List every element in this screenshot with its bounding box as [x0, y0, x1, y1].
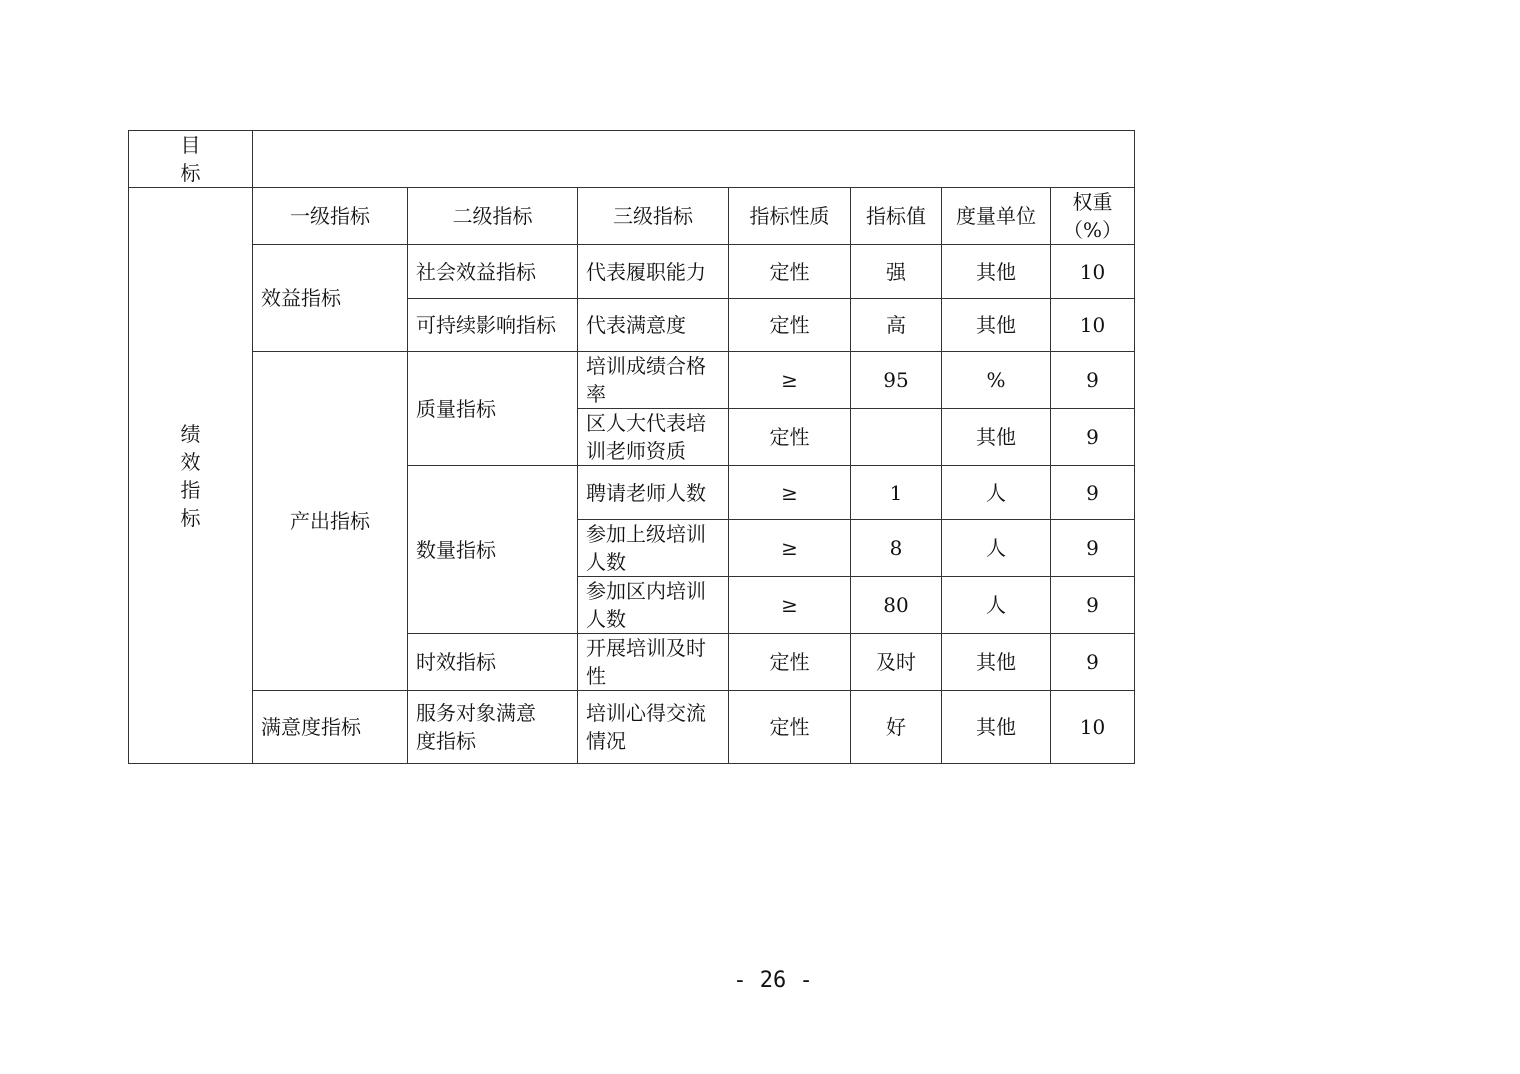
header-weight-line: （%）: [1063, 218, 1123, 242]
level3-line: 区人大代表培: [586, 411, 706, 435]
level2-service-line: 服务对象满意: [416, 701, 536, 725]
level2-quantity: 数量指标: [408, 466, 578, 634]
header-weight: [1051, 188, 1135, 245]
level3-line: 代表履职能力: [586, 259, 706, 284]
level3-line: 聘请老师人数: [586, 480, 706, 505]
target-label: [129, 131, 253, 188]
level2-service: [408, 691, 578, 764]
level2-quality: 质量指标: [408, 352, 578, 466]
header-level1: 一级指标: [253, 188, 408, 245]
target-label-line: 目: [180, 133, 201, 157]
weight-cell: 10: [1051, 691, 1135, 764]
header-level3: 三级指标: [578, 188, 729, 245]
value-cell: 强: [851, 245, 942, 299]
level3-line: 参加上级培训: [586, 522, 706, 546]
weight-cell: 9: [1051, 409, 1135, 466]
unit-cell: 其他: [942, 409, 1051, 466]
header-value: 指标值: [851, 188, 942, 245]
level3-cell: [578, 634, 729, 691]
perf-label-line: 绩: [180, 421, 201, 446]
weight-cell: 9: [1051, 520, 1135, 577]
level3-cell: [578, 466, 729, 520]
unit-cell: 其他: [942, 299, 1051, 352]
unit-cell: 人: [942, 577, 1051, 634]
perf-label-line: 指: [180, 477, 201, 502]
level1-benefit: 效益指标: [253, 245, 408, 352]
nature-cell: 定性: [729, 245, 851, 299]
target-label-line: 标: [180, 161, 201, 185]
page-number: - 26 -: [733, 968, 813, 993]
level3-line: 培训成绩合格: [586, 354, 706, 378]
level3-line: 参加区内培训: [586, 579, 706, 603]
unit-cell: 其他: [942, 691, 1051, 764]
weight-cell: 9: [1051, 466, 1135, 520]
level3-cell: [578, 577, 729, 634]
weight-cell: 9: [1051, 577, 1135, 634]
level3-cell: [578, 245, 729, 299]
unit-cell: %: [942, 352, 1051, 409]
value-cell: 高: [851, 299, 942, 352]
header-unit: 度量单位: [942, 188, 1051, 245]
nature-cell: ≥: [729, 352, 851, 409]
level3-cell: [578, 691, 729, 764]
level3-line: 培训心得交流: [586, 701, 706, 725]
level3-line: 情况: [586, 729, 626, 753]
level3-cell: [578, 409, 729, 466]
perf-label-line: 标: [180, 505, 201, 530]
nature-cell: ≥: [729, 577, 851, 634]
level3-line: 开展培训及时: [586, 636, 706, 660]
value-cell: 及时: [851, 634, 942, 691]
unit-cell: 人: [942, 466, 1051, 520]
nature-cell: 定性: [729, 409, 851, 466]
header-nature: 指标性质: [729, 188, 851, 245]
nature-cell: ≥: [729, 520, 851, 577]
level3-line: 代表满意度: [586, 313, 686, 337]
level3-cell: [578, 352, 729, 409]
header-weight-line: 权重: [1072, 190, 1113, 214]
level3-cell: [578, 520, 729, 577]
level1-output: 产出指标: [253, 352, 408, 691]
nature-cell: ≥: [729, 466, 851, 520]
level3-line: 训老师资质: [586, 439, 686, 463]
header-row: [129, 188, 1135, 245]
level3-line: 人数: [586, 607, 626, 631]
nature-cell: 定性: [729, 299, 851, 352]
table-row: [129, 352, 1135, 409]
table-row: [129, 691, 1135, 764]
level2-social: 社会效益指标: [408, 245, 578, 299]
weight-cell: 10: [1051, 245, 1135, 299]
table-row: [129, 245, 1135, 299]
nature-cell: 定性: [729, 634, 851, 691]
value-cell: 80: [851, 577, 942, 634]
level2-sustain: 可持续影响指标: [408, 299, 578, 352]
level2-service-line: 度指标: [416, 729, 476, 753]
level3-line: 人数: [586, 550, 626, 574]
unit-cell: 人: [942, 520, 1051, 577]
level3-line: 率: [586, 382, 606, 406]
perf-label-line: 效: [180, 449, 201, 474]
unit-cell: 其他: [942, 245, 1051, 299]
level3-cell: [578, 299, 729, 352]
value-cell: 好: [851, 691, 942, 764]
level2-timeliness: 时效指标: [408, 634, 578, 691]
weight-cell: 9: [1051, 634, 1135, 691]
header-level2: 二级指标: [408, 188, 578, 245]
value-cell: 8: [851, 520, 942, 577]
perf-label: [129, 188, 253, 764]
target-value: [253, 131, 1135, 188]
value-cell: 1: [851, 466, 942, 520]
level3-line: 性: [586, 664, 606, 688]
weight-cell: 10: [1051, 299, 1135, 352]
value-cell: 95: [851, 352, 942, 409]
target-row: [129, 131, 1135, 188]
unit-cell: 其他: [942, 634, 1051, 691]
performance-table: [128, 130, 1135, 764]
weight-cell: 9: [1051, 352, 1135, 409]
nature-cell: 定性: [729, 691, 851, 764]
value-cell: [851, 409, 942, 466]
level1-satisfaction: 满意度指标: [253, 691, 408, 764]
